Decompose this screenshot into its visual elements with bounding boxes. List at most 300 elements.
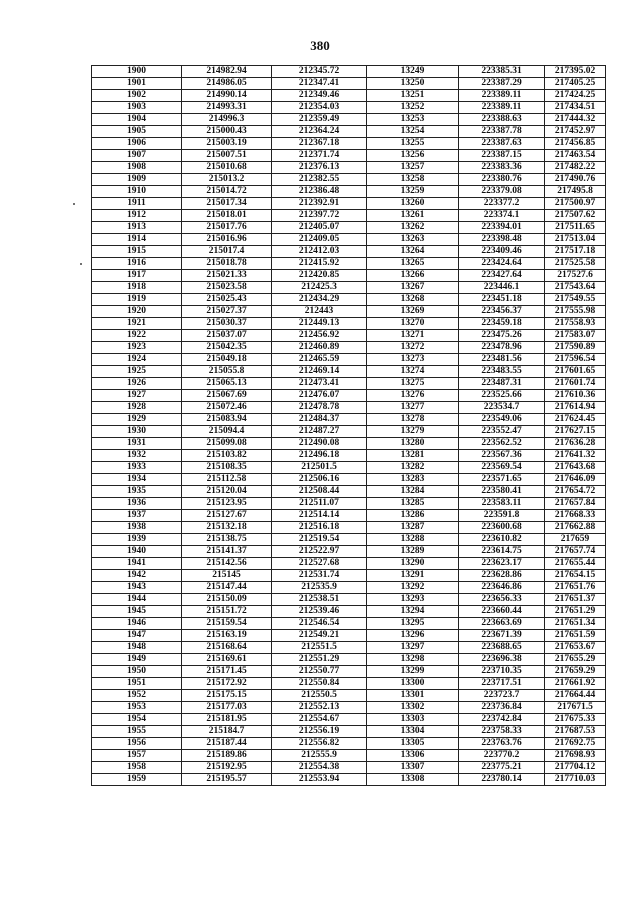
x-coordinate-right-cell: 223475.26 bbox=[459, 330, 545, 342]
y-coordinate-left-cell: 212516.18 bbox=[272, 522, 367, 534]
x-coordinate-right-cell: 223394.01 bbox=[459, 222, 545, 234]
point-number-right-cell: 13286 bbox=[367, 510, 459, 522]
y-coordinate-right-cell: 217659.29 bbox=[545, 666, 606, 678]
x-coordinate-right-cell: 223614.75 bbox=[459, 546, 545, 558]
x-coordinate-right-cell: 223525.66 bbox=[459, 390, 545, 402]
point-number-right-cell: 13300 bbox=[367, 678, 459, 690]
point-number-right-cell: 13271 bbox=[367, 330, 459, 342]
table-row bbox=[92, 162, 606, 174]
point-number-right-cell: 13306 bbox=[367, 750, 459, 762]
x-coordinate-right-cell: 223388.63 bbox=[459, 114, 545, 126]
y-coordinate-left-cell: 212551.5 bbox=[272, 642, 367, 654]
point-number-right-cell: 13293 bbox=[367, 594, 459, 606]
point-number-right-cell: 13249 bbox=[367, 66, 459, 78]
x-coordinate-left-cell: 215147.44 bbox=[182, 582, 272, 594]
point-number-right-cell: 13279 bbox=[367, 426, 459, 438]
point-number-right-cell: 13301 bbox=[367, 690, 459, 702]
x-coordinate-left-cell: 215187.44 bbox=[182, 738, 272, 750]
point-number-left-cell: 1906 bbox=[92, 138, 182, 150]
point-number-left-cell: 1931 bbox=[92, 438, 182, 450]
coordinate-table bbox=[91, 65, 606, 786]
x-coordinate-left-cell: 215141.37 bbox=[182, 546, 272, 558]
x-coordinate-left-cell: 215189.86 bbox=[182, 750, 272, 762]
y-coordinate-right-cell: 217624.45 bbox=[545, 414, 606, 426]
y-coordinate-right-cell: 217424.25 bbox=[545, 90, 606, 102]
point-number-left-cell: 1934 bbox=[92, 474, 182, 486]
x-coordinate-right-cell: 223456.37 bbox=[459, 306, 545, 318]
y-coordinate-left-cell: 212527.68 bbox=[272, 558, 367, 570]
y-coordinate-right-cell: 217653.67 bbox=[545, 642, 606, 654]
x-coordinate-right-cell: 223427.64 bbox=[459, 270, 545, 282]
x-coordinate-right-cell: 223451.18 bbox=[459, 294, 545, 306]
point-number-left-cell: 1938 bbox=[92, 522, 182, 534]
y-coordinate-left-cell: 212553.94 bbox=[272, 774, 367, 786]
x-coordinate-left-cell: 215163.19 bbox=[182, 630, 272, 642]
table-row bbox=[92, 66, 606, 78]
table-row bbox=[92, 318, 606, 330]
table-row bbox=[92, 558, 606, 570]
point-number-left-cell: 1935 bbox=[92, 486, 182, 498]
y-coordinate-left-cell: 212409.05 bbox=[272, 234, 367, 246]
y-coordinate-left-cell: 212554.67 bbox=[272, 714, 367, 726]
x-coordinate-right-cell: 223583.11 bbox=[459, 498, 545, 510]
table-row bbox=[92, 366, 606, 378]
y-coordinate-left-cell: 212443 bbox=[272, 306, 367, 318]
y-coordinate-right-cell: 217704.12 bbox=[545, 762, 606, 774]
table-row bbox=[92, 78, 606, 90]
y-coordinate-left-cell: 212347.41 bbox=[272, 78, 367, 90]
point-number-left-cell: 1903 bbox=[92, 102, 182, 114]
x-coordinate-left-cell: 215108.35 bbox=[182, 462, 272, 474]
point-number-left-cell: 1957 bbox=[92, 750, 182, 762]
x-coordinate-left-cell: 215083.94 bbox=[182, 414, 272, 426]
point-number-left-cell: 1937 bbox=[92, 510, 182, 522]
x-coordinate-left-cell: 215138.75 bbox=[182, 534, 272, 546]
table-row bbox=[92, 414, 606, 426]
x-coordinate-left-cell: 215014.72 bbox=[182, 186, 272, 198]
table-row bbox=[92, 630, 606, 642]
y-coordinate-left-cell: 212392.91 bbox=[272, 198, 367, 210]
table-row bbox=[92, 126, 606, 138]
point-number-right-cell: 13251 bbox=[367, 90, 459, 102]
point-number-left-cell: 1920 bbox=[92, 306, 182, 318]
point-number-right-cell: 13272 bbox=[367, 342, 459, 354]
point-number-right-cell: 13292 bbox=[367, 582, 459, 594]
point-number-right-cell: 13296 bbox=[367, 630, 459, 642]
x-coordinate-right-cell: 223663.69 bbox=[459, 618, 545, 630]
x-coordinate-right-cell: 223387.29 bbox=[459, 78, 545, 90]
point-number-right-cell: 13280 bbox=[367, 438, 459, 450]
x-coordinate-left-cell: 215018.78 bbox=[182, 258, 272, 270]
y-coordinate-right-cell: 217651.34 bbox=[545, 618, 606, 630]
table-row bbox=[92, 666, 606, 678]
table-row bbox=[92, 774, 606, 786]
point-number-right-cell: 13275 bbox=[367, 378, 459, 390]
y-coordinate-right-cell: 217517.18 bbox=[545, 246, 606, 258]
x-coordinate-left-cell: 215192.95 bbox=[182, 762, 272, 774]
x-coordinate-left-cell: 215181.95 bbox=[182, 714, 272, 726]
x-coordinate-left-cell: 215049.18 bbox=[182, 354, 272, 366]
x-coordinate-right-cell: 223591.8 bbox=[459, 510, 545, 522]
y-coordinate-left-cell: 212465.59 bbox=[272, 354, 367, 366]
y-coordinate-left-cell: 212376.13 bbox=[272, 162, 367, 174]
point-number-right-cell: 13282 bbox=[367, 462, 459, 474]
table-row bbox=[92, 510, 606, 522]
point-number-right-cell: 13266 bbox=[367, 270, 459, 282]
x-coordinate-left-cell: 215025.43 bbox=[182, 294, 272, 306]
y-coordinate-left-cell: 212511.07 bbox=[272, 498, 367, 510]
point-number-left-cell: 1948 bbox=[92, 642, 182, 654]
x-coordinate-right-cell: 223775.21 bbox=[459, 762, 545, 774]
point-number-left-cell: 1945 bbox=[92, 606, 182, 618]
table-row bbox=[92, 198, 606, 210]
point-number-right-cell: 13252 bbox=[367, 102, 459, 114]
point-number-right-cell: 13262 bbox=[367, 222, 459, 234]
table-row bbox=[92, 618, 606, 630]
y-coordinate-right-cell: 217513.04 bbox=[545, 234, 606, 246]
x-coordinate-left-cell: 215042.35 bbox=[182, 342, 272, 354]
x-coordinate-right-cell: 223409.46 bbox=[459, 246, 545, 258]
y-coordinate-right-cell: 217661.92 bbox=[545, 678, 606, 690]
y-coordinate-right-cell: 217482.22 bbox=[545, 162, 606, 174]
scan-speck bbox=[73, 203, 75, 205]
y-coordinate-left-cell: 212367.18 bbox=[272, 138, 367, 150]
y-coordinate-right-cell: 217610.36 bbox=[545, 390, 606, 402]
point-number-left-cell: 1922 bbox=[92, 330, 182, 342]
y-coordinate-left-cell: 212415.92 bbox=[272, 258, 367, 270]
point-number-right-cell: 13273 bbox=[367, 354, 459, 366]
x-coordinate-right-cell: 223567.36 bbox=[459, 450, 545, 462]
y-coordinate-right-cell: 217596.54 bbox=[545, 354, 606, 366]
point-number-left-cell: 1941 bbox=[92, 558, 182, 570]
point-number-left-cell: 1918 bbox=[92, 282, 182, 294]
point-number-left-cell: 1908 bbox=[92, 162, 182, 174]
y-coordinate-left-cell: 212550.77 bbox=[272, 666, 367, 678]
table-row bbox=[92, 582, 606, 594]
y-coordinate-right-cell: 217641.32 bbox=[545, 450, 606, 462]
point-number-left-cell: 1901 bbox=[92, 78, 182, 90]
x-coordinate-left-cell: 215021.33 bbox=[182, 270, 272, 282]
point-number-left-cell: 1958 bbox=[92, 762, 182, 774]
y-coordinate-left-cell: 212496.18 bbox=[272, 450, 367, 462]
x-coordinate-right-cell: 223580.41 bbox=[459, 486, 545, 498]
y-coordinate-right-cell: 217654.15 bbox=[545, 570, 606, 582]
x-coordinate-left-cell: 214993.31 bbox=[182, 102, 272, 114]
point-number-right-cell: 13308 bbox=[367, 774, 459, 786]
point-number-right-cell: 13284 bbox=[367, 486, 459, 498]
x-coordinate-right-cell: 223387.63 bbox=[459, 138, 545, 150]
y-coordinate-right-cell: 217636.28 bbox=[545, 438, 606, 450]
y-coordinate-left-cell: 212354.03 bbox=[272, 102, 367, 114]
y-coordinate-right-cell: 217495.8 bbox=[545, 186, 606, 198]
point-number-left-cell: 1942 bbox=[92, 570, 182, 582]
y-coordinate-left-cell: 212412.03 bbox=[272, 246, 367, 258]
y-coordinate-left-cell: 212551.29 bbox=[272, 654, 367, 666]
x-coordinate-left-cell: 215016.96 bbox=[182, 234, 272, 246]
y-coordinate-right-cell: 217463.54 bbox=[545, 150, 606, 162]
point-number-left-cell: 1919 bbox=[92, 294, 182, 306]
point-number-left-cell: 1917 bbox=[92, 270, 182, 282]
y-coordinate-left-cell: 212501.5 bbox=[272, 462, 367, 474]
point-number-left-cell: 1956 bbox=[92, 738, 182, 750]
x-coordinate-left-cell: 215123.95 bbox=[182, 498, 272, 510]
y-coordinate-right-cell: 217657.84 bbox=[545, 498, 606, 510]
point-number-left-cell: 1914 bbox=[92, 234, 182, 246]
point-number-left-cell: 1959 bbox=[92, 774, 182, 786]
point-number-left-cell: 1955 bbox=[92, 726, 182, 738]
x-coordinate-left-cell: 215067.69 bbox=[182, 390, 272, 402]
table-row bbox=[92, 498, 606, 510]
y-coordinate-left-cell: 212546.54 bbox=[272, 618, 367, 630]
point-number-right-cell: 13281 bbox=[367, 450, 459, 462]
x-coordinate-right-cell: 223534.7 bbox=[459, 402, 545, 414]
point-number-right-cell: 13260 bbox=[367, 198, 459, 210]
x-coordinate-right-cell: 223383.36 bbox=[459, 162, 545, 174]
x-coordinate-right-cell: 223398.48 bbox=[459, 234, 545, 246]
y-coordinate-right-cell: 217643.68 bbox=[545, 462, 606, 474]
point-number-right-cell: 13289 bbox=[367, 546, 459, 558]
y-coordinate-right-cell: 217601.74 bbox=[545, 378, 606, 390]
point-number-right-cell: 13294 bbox=[367, 606, 459, 618]
point-number-left-cell: 1939 bbox=[92, 534, 182, 546]
table-row bbox=[92, 282, 606, 294]
point-number-right-cell: 13291 bbox=[367, 570, 459, 582]
y-coordinate-right-cell: 217692.75 bbox=[545, 738, 606, 750]
x-coordinate-right-cell: 223385.31 bbox=[459, 66, 545, 78]
table-body bbox=[92, 66, 606, 786]
x-coordinate-right-cell: 223628.86 bbox=[459, 570, 545, 582]
y-coordinate-right-cell: 217664.44 bbox=[545, 690, 606, 702]
y-coordinate-left-cell: 212478.78 bbox=[272, 402, 367, 414]
point-number-left-cell: 1926 bbox=[92, 378, 182, 390]
table-row bbox=[92, 354, 606, 366]
point-number-right-cell: 13297 bbox=[367, 642, 459, 654]
y-coordinate-right-cell: 217511.65 bbox=[545, 222, 606, 234]
point-number-left-cell: 1930 bbox=[92, 426, 182, 438]
y-coordinate-right-cell: 217671.5 bbox=[545, 702, 606, 714]
y-coordinate-left-cell: 212550.84 bbox=[272, 678, 367, 690]
y-coordinate-right-cell: 217601.65 bbox=[545, 366, 606, 378]
y-coordinate-left-cell: 212556.19 bbox=[272, 726, 367, 738]
x-coordinate-right-cell: 223696.38 bbox=[459, 654, 545, 666]
point-number-right-cell: 13288 bbox=[367, 534, 459, 546]
y-coordinate-left-cell: 212386.48 bbox=[272, 186, 367, 198]
table-row bbox=[92, 258, 606, 270]
y-coordinate-right-cell: 217675.33 bbox=[545, 714, 606, 726]
x-coordinate-right-cell: 223569.54 bbox=[459, 462, 545, 474]
x-coordinate-left-cell: 214990.14 bbox=[182, 90, 272, 102]
x-coordinate-left-cell: 215094.4 bbox=[182, 426, 272, 438]
point-number-left-cell: 1932 bbox=[92, 450, 182, 462]
y-coordinate-left-cell: 212434.29 bbox=[272, 294, 367, 306]
point-number-left-cell: 1902 bbox=[92, 90, 182, 102]
y-coordinate-left-cell: 212514.14 bbox=[272, 510, 367, 522]
table-row bbox=[92, 186, 606, 198]
x-coordinate-left-cell: 215175.15 bbox=[182, 690, 272, 702]
table-row bbox=[92, 678, 606, 690]
x-coordinate-left-cell: 215027.37 bbox=[182, 306, 272, 318]
point-number-left-cell: 1910 bbox=[92, 186, 182, 198]
table-row bbox=[92, 294, 606, 306]
y-coordinate-right-cell: 217651.29 bbox=[545, 606, 606, 618]
point-number-left-cell: 1921 bbox=[92, 318, 182, 330]
point-number-right-cell: 13257 bbox=[367, 162, 459, 174]
y-coordinate-left-cell: 212349.46 bbox=[272, 90, 367, 102]
x-coordinate-left-cell: 215169.61 bbox=[182, 654, 272, 666]
x-coordinate-left-cell: 215072.46 bbox=[182, 402, 272, 414]
x-coordinate-left-cell: 215177.03 bbox=[182, 702, 272, 714]
y-coordinate-right-cell: 217646.09 bbox=[545, 474, 606, 486]
point-number-right-cell: 13255 bbox=[367, 138, 459, 150]
y-coordinate-left-cell: 212538.51 bbox=[272, 594, 367, 606]
x-coordinate-left-cell: 215132.18 bbox=[182, 522, 272, 534]
point-number-right-cell: 13265 bbox=[367, 258, 459, 270]
x-coordinate-left-cell: 215010.68 bbox=[182, 162, 272, 174]
point-number-right-cell: 13303 bbox=[367, 714, 459, 726]
table-row bbox=[92, 138, 606, 150]
point-number-right-cell: 13274 bbox=[367, 366, 459, 378]
table-row bbox=[92, 210, 606, 222]
x-coordinate-left-cell: 215120.04 bbox=[182, 486, 272, 498]
x-coordinate-left-cell: 215018.01 bbox=[182, 210, 272, 222]
y-coordinate-right-cell: 217654.72 bbox=[545, 486, 606, 498]
y-coordinate-left-cell: 212550.5 bbox=[272, 690, 367, 702]
table-row bbox=[92, 234, 606, 246]
x-coordinate-right-cell: 223459.18 bbox=[459, 318, 545, 330]
y-coordinate-left-cell: 212554.38 bbox=[272, 762, 367, 774]
y-coordinate-right-cell: 217659 bbox=[545, 534, 606, 546]
point-number-right-cell: 13287 bbox=[367, 522, 459, 534]
y-coordinate-right-cell: 217527.6 bbox=[545, 270, 606, 282]
x-coordinate-left-cell: 215184.7 bbox=[182, 726, 272, 738]
y-coordinate-right-cell: 217456.85 bbox=[545, 138, 606, 150]
y-coordinate-left-cell: 212556.82 bbox=[272, 738, 367, 750]
y-coordinate-left-cell: 212552.13 bbox=[272, 702, 367, 714]
y-coordinate-left-cell: 212397.72 bbox=[272, 210, 367, 222]
y-coordinate-right-cell: 217655.44 bbox=[545, 558, 606, 570]
point-number-left-cell: 1913 bbox=[92, 222, 182, 234]
x-coordinate-right-cell: 223770.2 bbox=[459, 750, 545, 762]
x-coordinate-right-cell: 223688.65 bbox=[459, 642, 545, 654]
point-number-right-cell: 13269 bbox=[367, 306, 459, 318]
x-coordinate-left-cell: 215013.2 bbox=[182, 174, 272, 186]
table-row bbox=[92, 750, 606, 762]
point-number-left-cell: 1927 bbox=[92, 390, 182, 402]
y-coordinate-left-cell: 212476.07 bbox=[272, 390, 367, 402]
point-number-right-cell: 13299 bbox=[367, 666, 459, 678]
table-row bbox=[92, 534, 606, 546]
page-number: 380 bbox=[310, 38, 330, 53]
table-row bbox=[92, 114, 606, 126]
x-coordinate-left-cell: 215023.58 bbox=[182, 282, 272, 294]
y-coordinate-left-cell: 212371.74 bbox=[272, 150, 367, 162]
x-coordinate-right-cell: 223780.14 bbox=[459, 774, 545, 786]
point-number-right-cell: 13278 bbox=[367, 414, 459, 426]
x-coordinate-right-cell: 223552.47 bbox=[459, 426, 545, 438]
table-row bbox=[92, 174, 606, 186]
x-coordinate-right-cell: 223377.2 bbox=[459, 198, 545, 210]
x-coordinate-right-cell: 223389.11 bbox=[459, 90, 545, 102]
y-coordinate-left-cell: 212490.08 bbox=[272, 438, 367, 450]
x-coordinate-right-cell: 223646.86 bbox=[459, 582, 545, 594]
point-number-right-cell: 13285 bbox=[367, 498, 459, 510]
x-coordinate-right-cell: 223660.44 bbox=[459, 606, 545, 618]
x-coordinate-left-cell: 214982.94 bbox=[182, 66, 272, 78]
x-coordinate-right-cell: 223758.33 bbox=[459, 726, 545, 738]
x-coordinate-right-cell: 223487.31 bbox=[459, 378, 545, 390]
table-row bbox=[92, 474, 606, 486]
table-row bbox=[92, 738, 606, 750]
x-coordinate-left-cell: 215017.4 bbox=[182, 246, 272, 258]
point-number-left-cell: 1949 bbox=[92, 654, 182, 666]
table-row bbox=[92, 390, 606, 402]
y-coordinate-right-cell: 217651.37 bbox=[545, 594, 606, 606]
y-coordinate-right-cell: 217698.93 bbox=[545, 750, 606, 762]
y-coordinate-left-cell: 212425.3 bbox=[272, 282, 367, 294]
y-coordinate-left-cell: 212549.21 bbox=[272, 630, 367, 642]
x-coordinate-left-cell: 215037.07 bbox=[182, 330, 272, 342]
point-number-left-cell: 1923 bbox=[92, 342, 182, 354]
point-number-left-cell: 1900 bbox=[92, 66, 182, 78]
x-coordinate-right-cell: 223380.76 bbox=[459, 174, 545, 186]
x-coordinate-left-cell: 215172.92 bbox=[182, 678, 272, 690]
x-coordinate-left-cell: 215065.13 bbox=[182, 378, 272, 390]
y-coordinate-right-cell: 217657.74 bbox=[545, 546, 606, 558]
table-row bbox=[92, 330, 606, 342]
point-number-left-cell: 1946 bbox=[92, 618, 182, 630]
y-coordinate-right-cell: 217662.88 bbox=[545, 522, 606, 534]
x-coordinate-left-cell: 215145 bbox=[182, 570, 272, 582]
y-coordinate-right-cell: 217507.62 bbox=[545, 210, 606, 222]
table-row bbox=[92, 342, 606, 354]
x-coordinate-right-cell: 223389.11 bbox=[459, 102, 545, 114]
x-coordinate-right-cell: 223379.08 bbox=[459, 186, 545, 198]
x-coordinate-right-cell: 223387.15 bbox=[459, 150, 545, 162]
point-number-right-cell: 13261 bbox=[367, 210, 459, 222]
y-coordinate-right-cell: 217434.51 bbox=[545, 102, 606, 114]
y-coordinate-right-cell: 217651.76 bbox=[545, 582, 606, 594]
x-coordinate-left-cell: 215195.57 bbox=[182, 774, 272, 786]
point-number-right-cell: 13298 bbox=[367, 654, 459, 666]
y-coordinate-right-cell: 217583.07 bbox=[545, 330, 606, 342]
point-number-right-cell: 13270 bbox=[367, 318, 459, 330]
point-number-left-cell: 1940 bbox=[92, 546, 182, 558]
table-row bbox=[92, 450, 606, 462]
point-number-right-cell: 13305 bbox=[367, 738, 459, 750]
x-coordinate-right-cell: 223446.1 bbox=[459, 282, 545, 294]
y-coordinate-right-cell: 217655.29 bbox=[545, 654, 606, 666]
table-row bbox=[92, 690, 606, 702]
x-coordinate-right-cell: 223483.55 bbox=[459, 366, 545, 378]
point-number-right-cell: 13302 bbox=[367, 702, 459, 714]
table-row bbox=[92, 762, 606, 774]
x-coordinate-right-cell: 223736.84 bbox=[459, 702, 545, 714]
x-coordinate-right-cell: 223717.51 bbox=[459, 678, 545, 690]
point-number-left-cell: 1904 bbox=[92, 114, 182, 126]
y-coordinate-right-cell: 217558.93 bbox=[545, 318, 606, 330]
point-number-right-cell: 13276 bbox=[367, 390, 459, 402]
x-coordinate-left-cell: 214986.05 bbox=[182, 78, 272, 90]
point-number-right-cell: 13256 bbox=[367, 150, 459, 162]
point-number-left-cell: 1907 bbox=[92, 150, 182, 162]
table-row bbox=[92, 378, 606, 390]
table-row bbox=[92, 462, 606, 474]
y-coordinate-right-cell: 217549.55 bbox=[545, 294, 606, 306]
x-coordinate-left-cell: 215003.19 bbox=[182, 138, 272, 150]
point-number-right-cell: 13259 bbox=[367, 186, 459, 198]
x-coordinate-left-cell: 215099.08 bbox=[182, 438, 272, 450]
point-number-right-cell: 13268 bbox=[367, 294, 459, 306]
